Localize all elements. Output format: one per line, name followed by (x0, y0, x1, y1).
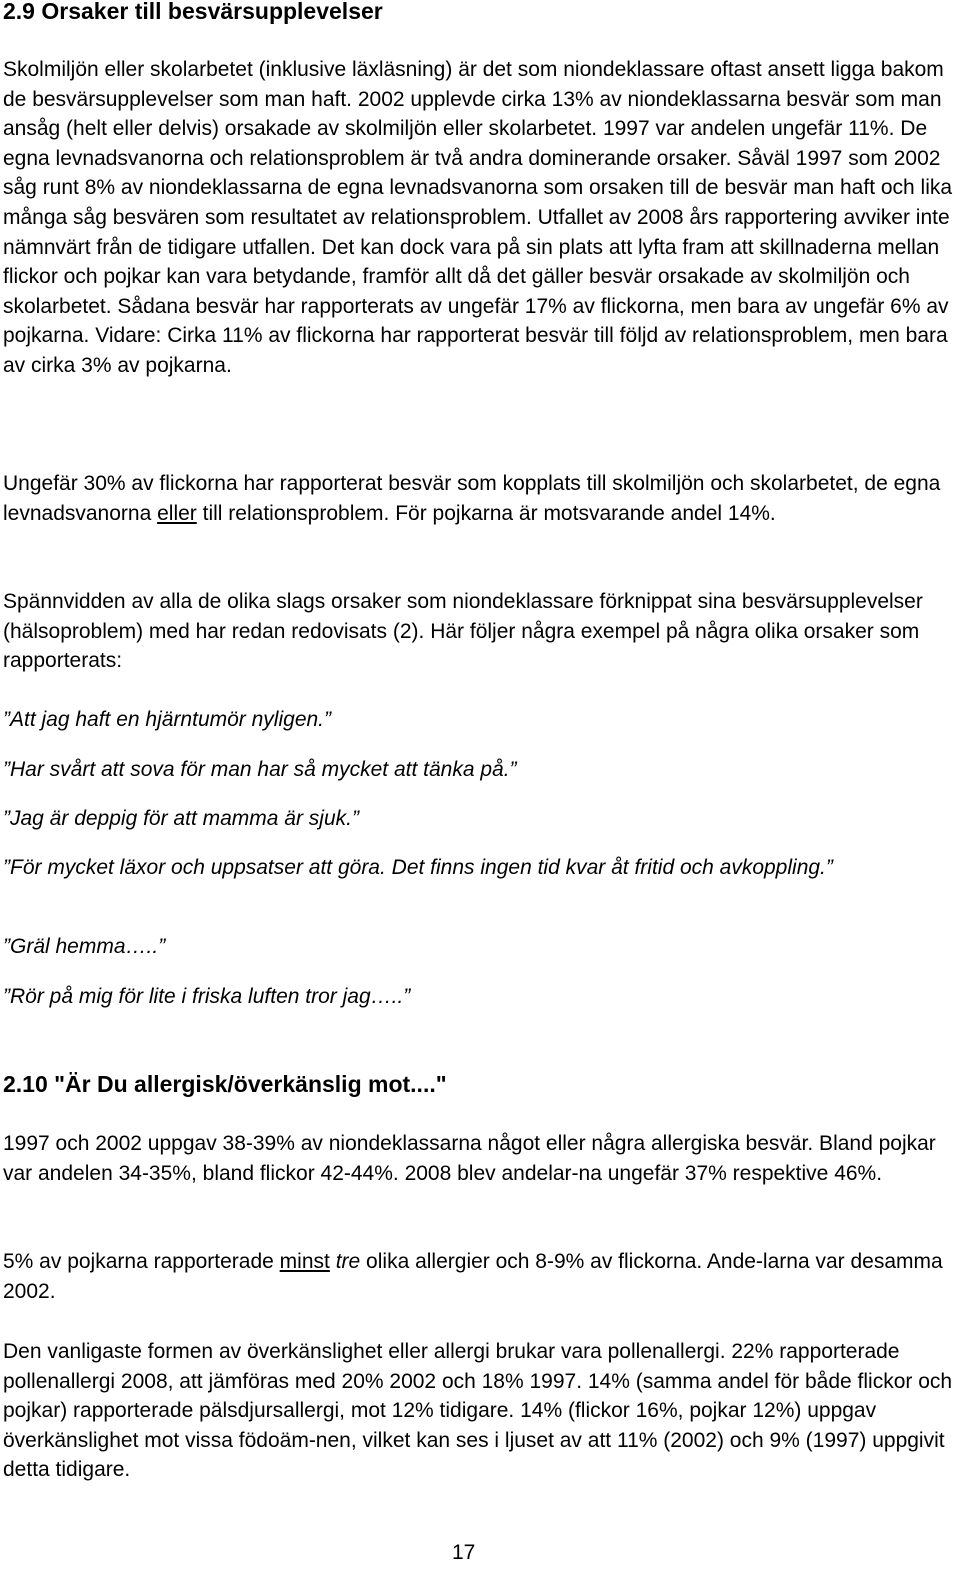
paragraph-allergy-share: 1997 och 2002 uppgav 38-39% av niondeklassarna något eller några allergiska besvär. Bland pojkar var andelen 34-35%, bland flickor 42-44%. 2008 blev andelar-na ungefär 37% respektive 46%. (3, 1132, 936, 1185)
section-heading-2-10: 2.10 "Är Du allergisk/överkänslig mot...." (3, 1071, 447, 1097)
quote-item: ”Har svårt att sova för man har så mycket att tänka på.” (3, 758, 517, 781)
page-number: 17 (452, 1541, 476, 1564)
italic-word: tre (335, 1250, 361, 1273)
underlined-word: minst (279, 1250, 330, 1273)
quote-item: ”Att jag haft en hjärntumör nyligen.” (3, 708, 332, 731)
paragraph-girls-boys (3, 469, 953, 528)
quote-item: ”För mycket läxor och uppsatser att göra. Det finns ingen tid kvar åt fritid och avkoppling.” (3, 856, 833, 879)
section-heading-2-9: 2.9 Orsaker till besvärsupplevelser (3, 0, 383, 24)
text-run: Ungefär 30% av flickorna har rapporterat besvär som kopplats till skolmiljön och skolarbetet, de egna levnadsvanorna (3, 472, 941, 525)
text-run: 5% av pojkarna rapporterade (3, 1250, 280, 1273)
paragraph-causes: Skolmiljön eller skolarbetet (inklusive läxläsning) är det som niondeklassare oftast ansett ligga bakom de besvärsupplevelser som man haft. 2002 upplevde cirka 13% av niondeklassarna besvär som man ansåg (helt eller delvis) orsakade av skolmiljön eller skolarbetet. 1997 var andelen ungefär 11%. De egna levnadsvanorna och relationsproblem är två andra dominerande orsaker. Såväl 1997 som 2002 såg runt 8% av niondeklassarna de egna levnadsvanorna som orsaken till de besvär man haft och lika många såg besvären som resultatet av relationsproblem. Utfallet av 2008 års rapportering avviker inte nämnvärt från de tidigare utfallen. Det kan dock vara på sin plats att lyfta fram att skillnaderna mellan flickor och pojkar kan vara betydande, framför allt då det gäller besvär orsakade av skolmiljön och skolarbetet. Sådana besvär har rapporterats av ungefär 17% av flickorna, men bara av ungefär 6% av pojkarna. Vidare: Cirka 11% av flickorna har rapporterat besvär till följd av relationsproblem, men bara av cirka 3% av pojkarna. (3, 58, 953, 377)
text-run: till relationsproblem. För pojkarna är motsvarande andel 14%. (196, 501, 776, 525)
paragraph-multiple-allergies (3, 1247, 953, 1306)
quote-item: ”Rör på mig för lite i friska luften tror jag…..” (3, 985, 411, 1008)
paragraph-range-of-causes: Spännvidden av alla de olika slags orsaker som niondeklassare förknippat sina besvärsupplevelser (hälsoproblem) med har redan redovisats (2). Här följer några exempel på några olika orsaker som rapporterats: (3, 590, 923, 673)
text-run: olika allergier och 8-9% av flickorna. Ande-larna var desamma 2002. (3, 1250, 943, 1303)
paragraph-pollen-allergy: Den vanligaste formen av överkänslighet eller allergi brukar vara pollenallergi. 22% rapporterade pollenallergi 2008, att jämföras med 20% 2002 och 18% 1997. 14% (samma andel för både flickor och pojkar) rapporterade pälsdjursallergi, mot 12% tidigare. 14% (flickor 16%, pojkar 12%) uppgav överkänslighet mot vissa födoäm-nen, vilket kan ses i ljuset av att 11% (2002) och 9% (1997) uppgivit detta tidigare. (3, 1340, 953, 1482)
quote-item: ”Gräl hemma…..” (3, 935, 166, 958)
underlined-word: eller (157, 501, 197, 525)
quote-item: ”Jag är deppig för att mamma är sjuk.” (3, 807, 359, 830)
